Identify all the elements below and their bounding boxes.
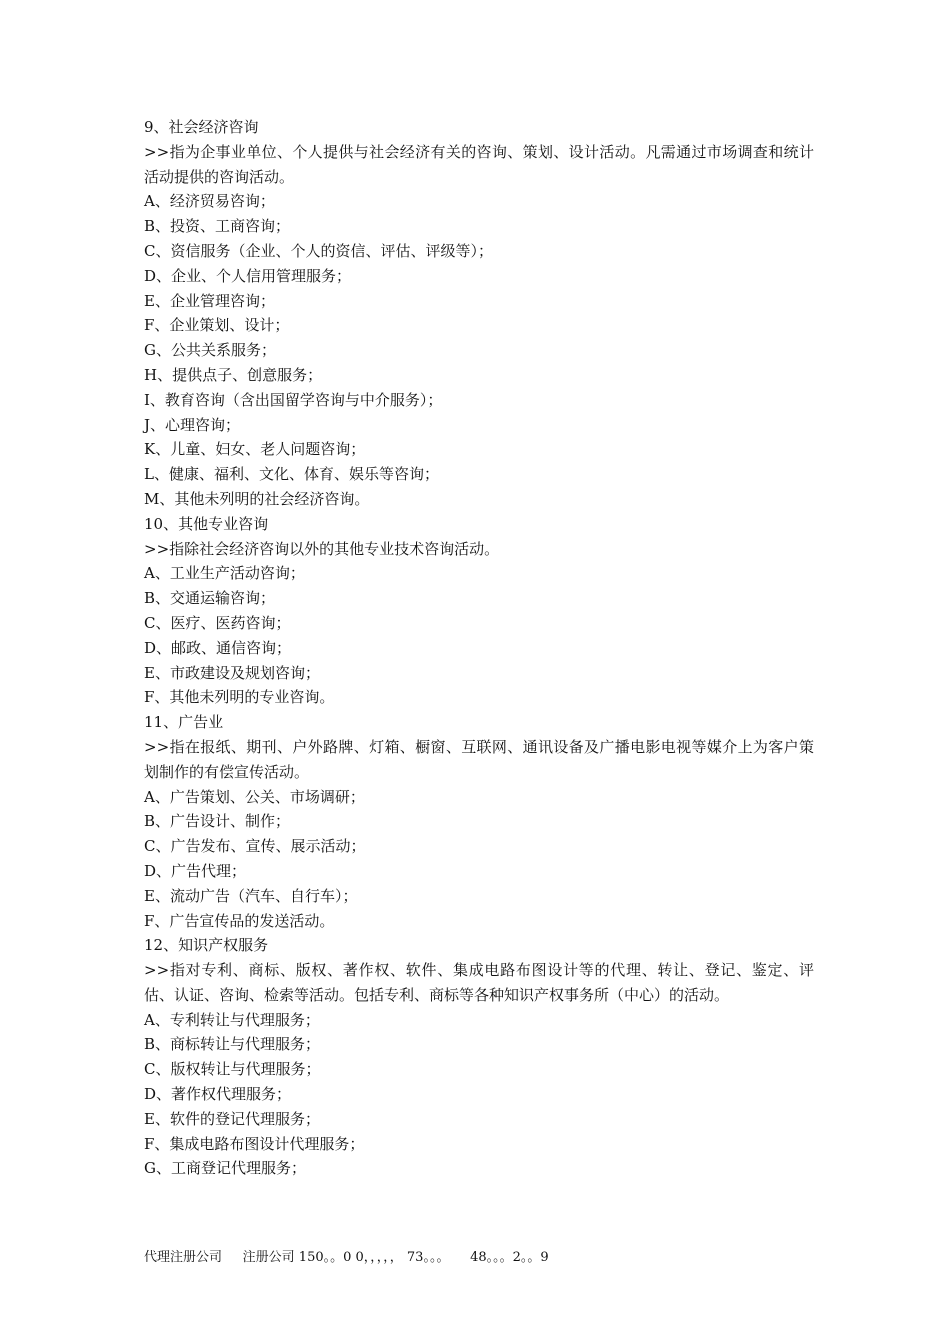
list-item: E、市政建设及规划咨询； [144, 663, 320, 682]
list-item: E、流动广告（汽车、自行车）； [144, 886, 358, 905]
document-body [144, 115, 814, 1181]
section-heading: 12、知识产权服务 [144, 936, 269, 955]
list-item: D、广告代理； [144, 861, 247, 880]
list-item: B、商标转让与代理服务； [144, 1035, 321, 1054]
list-item: C、版权转让与代理服务； [144, 1060, 321, 1079]
section-description: >>指对专利、商标、版权、著作权、软件、集成电路布图设计等的代理、转让、登记、鉴定、评估、认证、咨询、检索等活动。包括专利、商标等各种知识产权事务所（中心）的活动。 [144, 961, 814, 1004]
list-item: C、医疗、医药咨询； [144, 613, 291, 632]
list-item: C、资信服务（企业、个人的资信、评估、评级等）； [144, 241, 493, 260]
section-11 [144, 710, 814, 933]
list-item: A、专利转让与代理服务； [144, 1010, 320, 1029]
list-item: M、其他未列明的社会经济咨询。 [144, 489, 370, 508]
section-description: >>指在报纸、期刊、户外路牌、灯箱、橱窗、互联网、通讯设备及广播电影电视等媒介上为客户策划制作的有偿宣传活动。 [144, 737, 814, 781]
list-item: B、投资、工商咨询； [144, 217, 291, 236]
section-10 [144, 512, 814, 710]
list-item: K、儿童、妇女、老人问题咨询； [144, 440, 366, 459]
section-description: >>指除社会经济咨询以外的其他专业技术咨询活动。 [144, 539, 500, 558]
list-item: F、企业策划、设计； [144, 316, 290, 335]
section-heading: 9、社会经济咨询 [144, 118, 259, 136]
list-item: J、心理咨询； [144, 415, 241, 434]
list-item: A、经济贸易咨询； [144, 192, 275, 211]
section-12 [144, 933, 814, 1181]
list-item: D、著作权代理服务； [144, 1085, 292, 1104]
section-heading: 10、其他专业咨询 [144, 514, 269, 533]
list-item: G、公共关系服务； [144, 341, 276, 360]
section-9 [144, 115, 814, 512]
list-item: I、教育咨询（含出国留学咨询与中介服务）； [144, 390, 443, 409]
list-item: F、集成电路布图设计代理服务； [144, 1134, 365, 1153]
list-item: D、企业、个人信用管理服务； [144, 266, 352, 285]
list-item: C、广告发布、宣传、展示活动； [144, 837, 366, 856]
list-item: G、工商登记代理服务； [144, 1159, 306, 1178]
list-item: F、广告宣传品的发送活动。 [144, 911, 335, 930]
section-description: >>指为企事业单位、个人提供与社会经济有关的咨询、策划、设计活动。凡需通过市场调查和统计活动提供的咨询活动。 [144, 142, 814, 186]
list-item: B、交通运输咨询； [144, 589, 276, 608]
section-heading: 11、广告业 [144, 713, 224, 732]
list-item: L、健康、福利、文化、体育、娱乐等咨询； [144, 465, 439, 484]
list-item: A、广告策划、公关、市场调研； [144, 787, 365, 806]
list-item: F、其他未列明的专业咨询。 [144, 688, 335, 707]
list-item: H、提供点子、创意服务； [144, 365, 323, 384]
list-item: B、广告设计、制作； [144, 812, 291, 831]
page-footer: 代理注册公司 注册公司 150。。0 0，，，，， 73。。。 48。。。2。。9 [144, 1250, 549, 1265]
list-item: D、邮政、通信咨询； [144, 638, 292, 657]
list-item: E、软件的登记代理服务； [144, 1109, 320, 1128]
list-item: A、工业生产活动咨询； [144, 564, 305, 583]
list-item: E、企业管理咨询； [144, 291, 275, 310]
